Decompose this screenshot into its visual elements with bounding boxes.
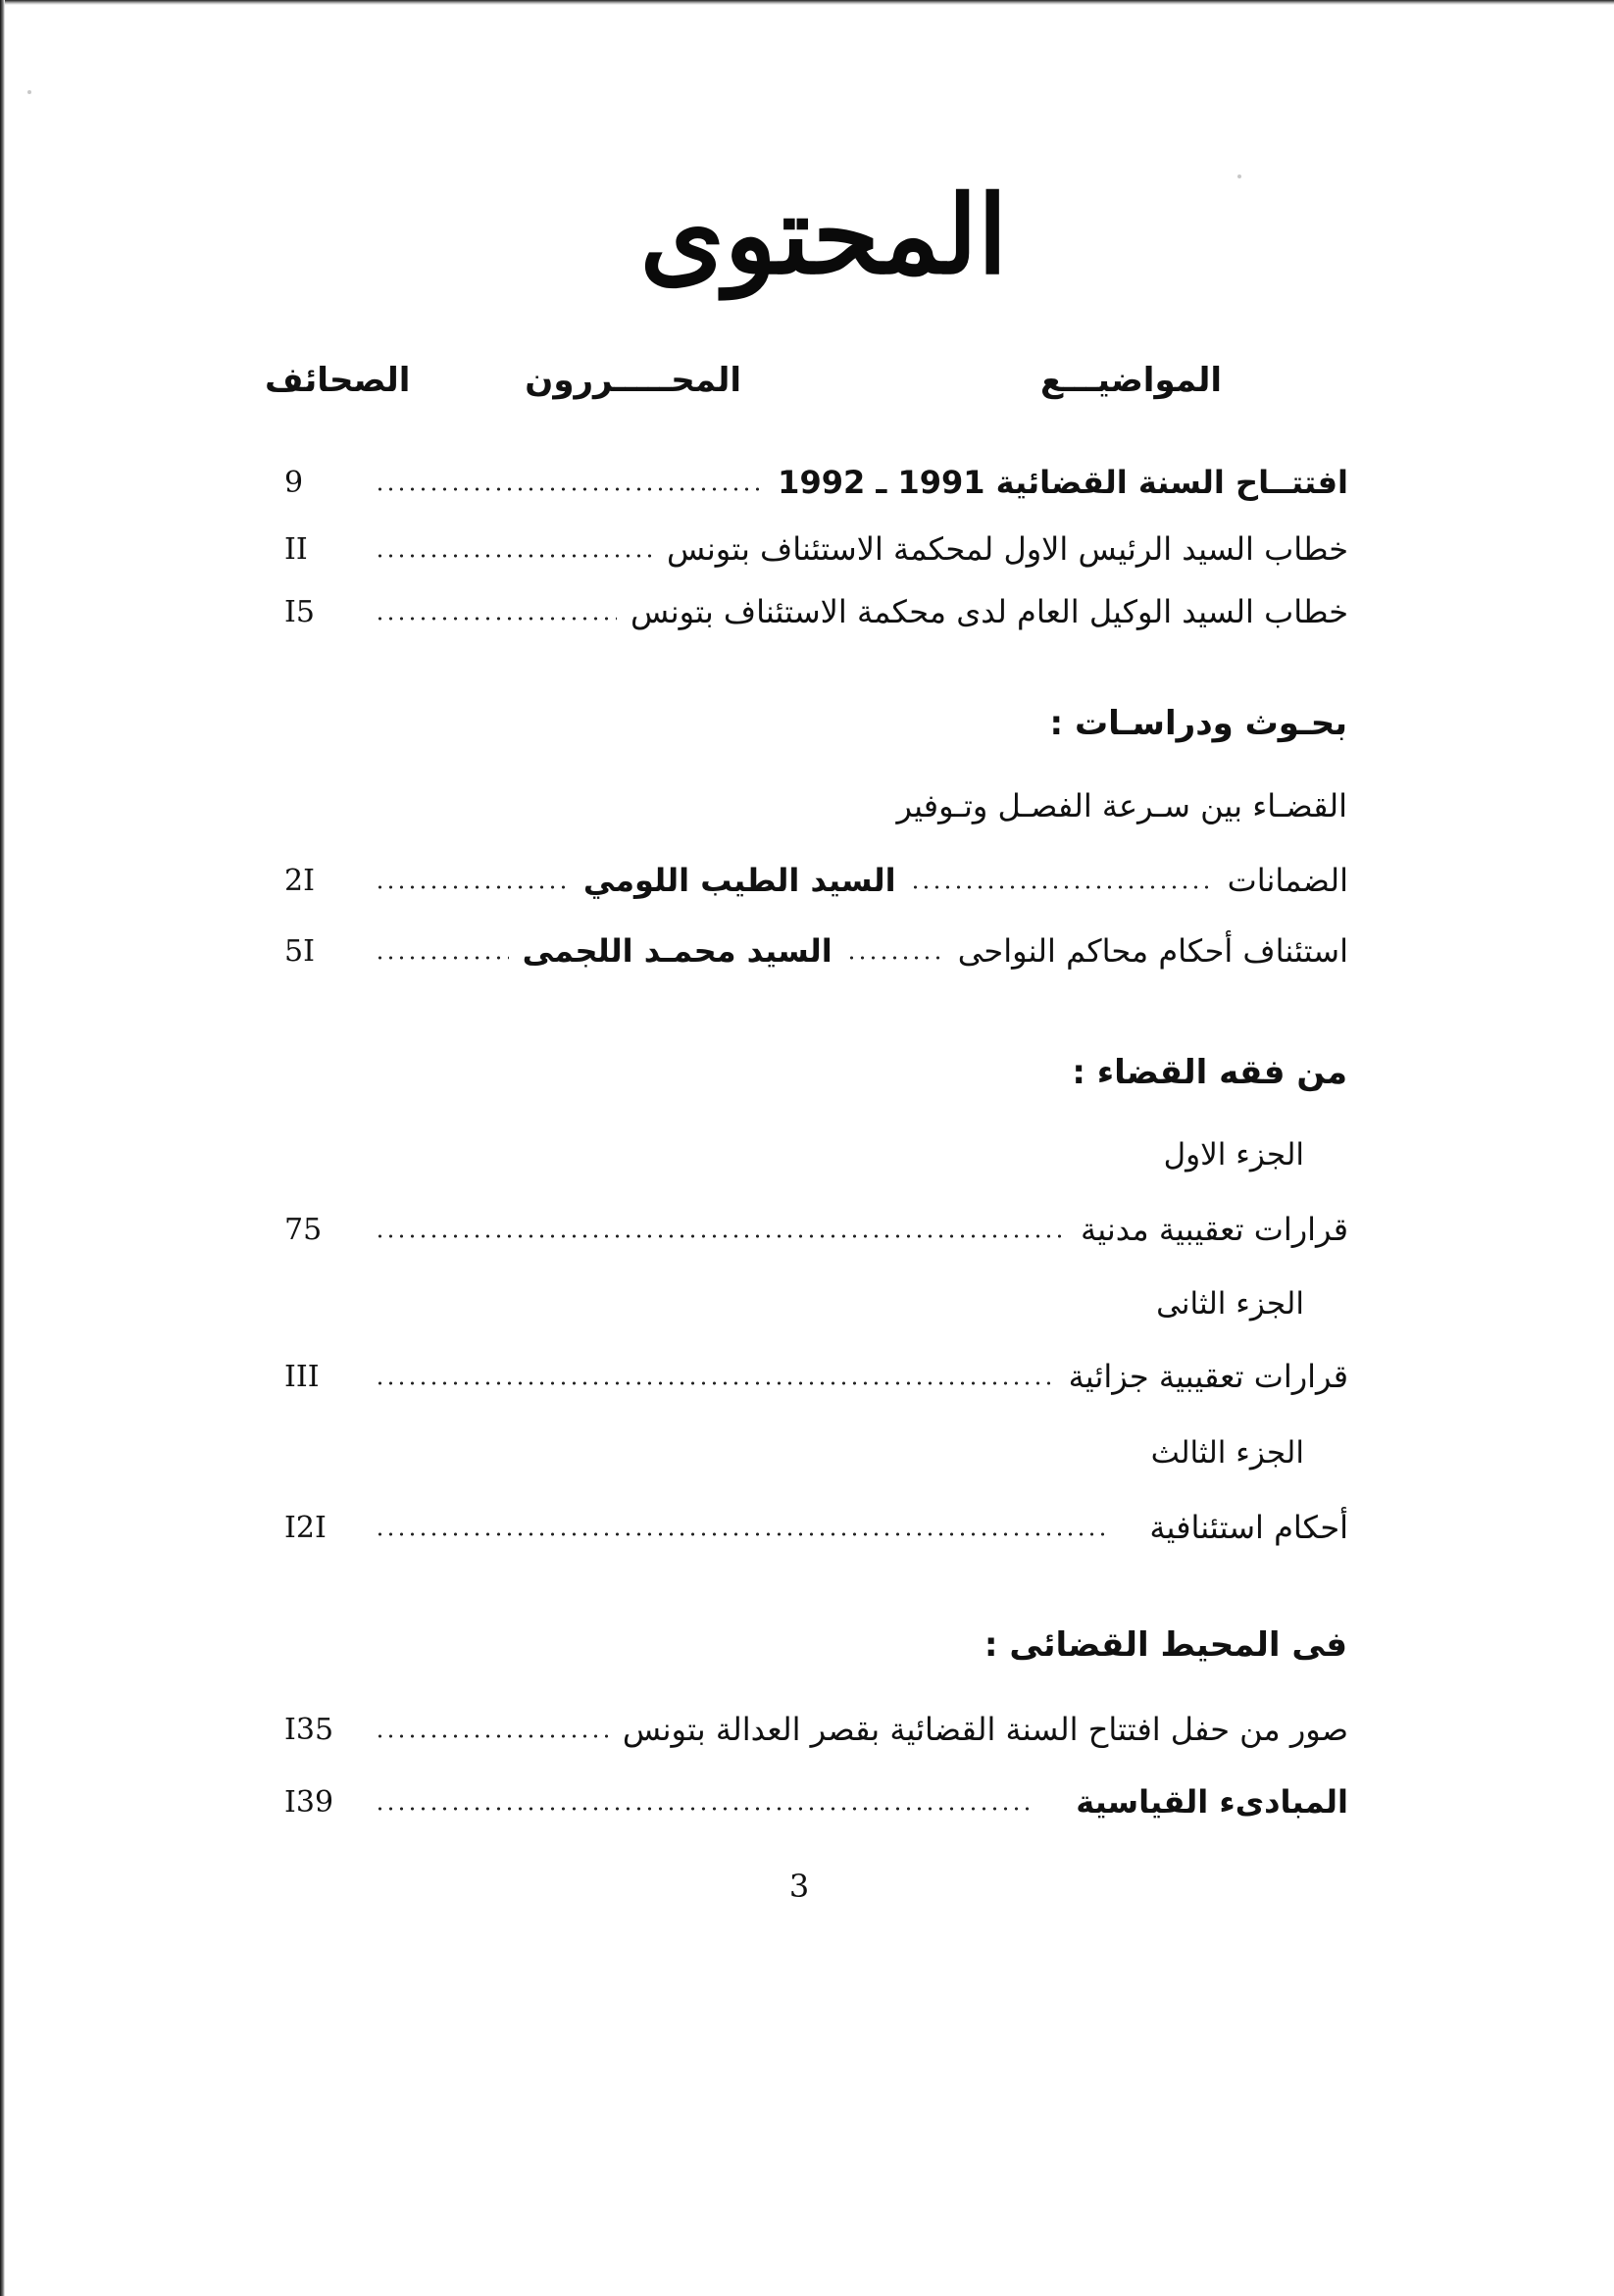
toc-entry-title: خطاب السيد الوكيل العام لدى محكمة الاستئناف بتونس xyxy=(630,593,1348,630)
toc-entry-title: افتتــاح السنة القضائية 1991 ـ 1992 xyxy=(778,464,1348,501)
toc-entry[interactable] xyxy=(284,1204,1348,1255)
toc-entry[interactable] xyxy=(284,586,1348,637)
toc-entry-title: أحكام استئنافية xyxy=(1149,1509,1348,1546)
toc-page-number: I5 xyxy=(284,594,315,629)
page-title: المحتوى xyxy=(639,172,1008,298)
toc-entry-title: خطاب السيد الرئيس الاول لمحكمة الاستئناف بتونس xyxy=(667,530,1348,568)
scan-border-top xyxy=(0,0,1614,5)
section-heading-jurisprudence: من فقه القضاء : xyxy=(1072,1053,1347,1092)
toc-entry[interactable] xyxy=(284,925,1348,976)
toc-entry-author: السيد الطيب اللومي xyxy=(582,862,896,899)
toc-entry[interactable] xyxy=(284,1502,1348,1553)
toc-page-number: I39 xyxy=(284,1784,334,1820)
page-number: 3 xyxy=(788,1868,810,1905)
dot-leader xyxy=(375,956,509,960)
dot-leader xyxy=(375,885,570,889)
column-header-pages: الصحائف xyxy=(265,361,411,400)
toc-entry-title: صور من حفل افتتاح السنة القضائية بقصر العدالة بتونس xyxy=(622,1711,1348,1748)
dot-leader xyxy=(375,487,764,491)
toc-entry-title: استئناف أحكام محاكم النواحى xyxy=(957,932,1348,970)
dot-leader xyxy=(375,617,617,621)
scan-speck xyxy=(1237,175,1241,178)
section-heading-studies: بحـوث ودراسـات : xyxy=(1049,704,1347,743)
toc-page-number: III xyxy=(284,1359,320,1394)
column-header-editors: المحـــــررون xyxy=(525,361,741,400)
dot-leader xyxy=(375,1234,1067,1238)
subsection-part-2: الجزء الثانى xyxy=(1156,1286,1304,1322)
toc-entry-title: قرارات تعقيبية مدنية xyxy=(1081,1211,1348,1248)
column-header-topics: المواضيـــع xyxy=(1039,361,1222,400)
subsection-part-1: الجزء الاول xyxy=(1163,1137,1304,1173)
scan-speck xyxy=(27,90,31,94)
toc-entry[interactable] xyxy=(284,855,1348,906)
dot-leader xyxy=(375,1381,1055,1385)
toc-entry[interactable] xyxy=(284,1351,1348,1402)
subsection-part-3: الجزء الثالث xyxy=(1150,1435,1304,1471)
dot-leader xyxy=(375,1734,609,1738)
toc-entry[interactable] xyxy=(284,524,1348,574)
dot-leader xyxy=(375,1807,1036,1811)
dot-leader xyxy=(375,554,653,558)
section-heading-judicial-environment: فى المحيط القضائى : xyxy=(984,1625,1347,1665)
toc-entry-title: قرارات تعقيبية جزائية xyxy=(1068,1358,1348,1395)
toc-entry-title: الضمانات xyxy=(1227,862,1348,899)
toc-entry-title: المبادىء القياسية xyxy=(1076,1783,1348,1821)
dot-leader xyxy=(846,956,944,960)
toc-entry-author: السيد محمـد اللجمى xyxy=(522,932,832,970)
toc-page-number: 5I xyxy=(284,933,315,969)
toc-page-number: I35 xyxy=(284,1712,334,1747)
scan-border-left xyxy=(0,0,5,2296)
toc-page-number: 9 xyxy=(284,465,304,500)
toc-page-number: II xyxy=(284,531,308,567)
dot-leader xyxy=(375,1532,1110,1536)
toc-page-number: I2I xyxy=(284,1510,327,1545)
toc-page-number: 2I xyxy=(284,863,315,898)
toc-entry[interactable] xyxy=(284,457,1348,508)
toc-entry[interactable] xyxy=(284,1776,1348,1827)
toc-entry[interactable] xyxy=(284,1704,1348,1755)
toc-page-number: 75 xyxy=(284,1212,323,1247)
dot-leader xyxy=(910,885,1214,889)
toc-entry-intro: القضـاء بين سـرعة الفصـل وتـوفير xyxy=(896,787,1347,824)
